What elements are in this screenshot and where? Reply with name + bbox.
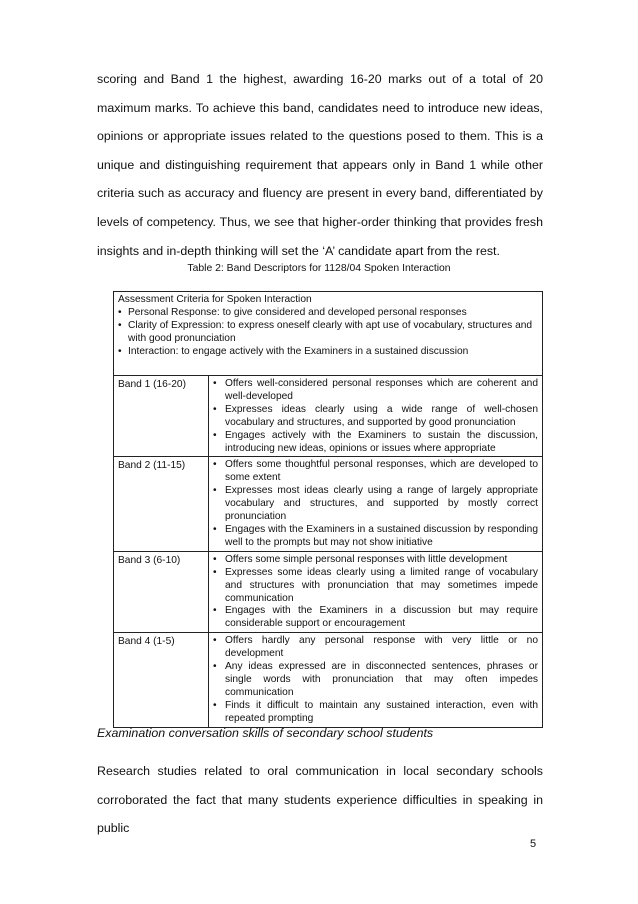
descriptor-item: • Offers some thoughtful personal responses, which are developed to some extent — [213, 459, 538, 484]
intro-line: appropriate issues related to the questions posed to them. This is a unique and — [97, 129, 543, 172]
bullet-icon: • — [213, 403, 217, 415]
band-row — [114, 633, 543, 727]
body-paragraph — [97, 757, 543, 843]
page-number: 5 — [530, 838, 537, 850]
bullet-icon: • — [213, 523, 217, 535]
intro-line: marks. To achieve this band, candidates need to introduce new ideas, opinions or — [97, 100, 543, 144]
intro-line: distinguishing requirement that appears only in Band 1 while other criteria such as — [97, 157, 543, 201]
band-descriptors-table — [113, 291, 543, 728]
band-row — [114, 457, 543, 551]
descriptor-item: • Expresses most ideas clearly using a range of largely appropriate vocabulary and structures, and supported by mostly correct pronunciation — [213, 485, 538, 523]
bullet-icon: • — [213, 485, 217, 497]
descriptor-item: • Finds it difficult to maintain any sustained interaction, even with repeated prompting — [213, 699, 538, 724]
table-caption: Table 2: Band Descriptors for 1128/04 Spoken Interaction — [187, 263, 451, 274]
bullet-icon: • — [213, 605, 217, 617]
band-descriptors — [209, 457, 543, 551]
bullet-icon: • — [213, 378, 217, 389]
bullet-icon: • — [213, 429, 217, 441]
descriptor-item: • Offers well-considered personal responses which are coherent and well-developed — [213, 378, 538, 402]
band-row — [114, 376, 543, 457]
descriptor-item: • Engages actively with the Examiners to sustain the discussion, introducing new ideas, opinions or issues where appropriate — [213, 429, 538, 454]
criteria-cell — [114, 292, 543, 376]
section-heading: Examination conversation skills of secondary school students — [97, 726, 434, 740]
bullet-icon: • — [213, 635, 217, 647]
intro-line: accuracy and fluency are present in every band, differentiated by levels of competency. — [97, 186, 543, 229]
body-line: Research studies related to oral communication in local secondary schools — [97, 764, 543, 778]
bullet-icon: • — [213, 661, 217, 673]
descriptor-item: • Any ideas expressed are in disconnected sentences, phrases or single words with pronunciation that may often impedes communication — [213, 661, 538, 698]
descriptor-item: • Engages with the Examiners in a sustained discussion by responding well to the prompts but may not show initiative — [213, 523, 538, 548]
descriptor-item: • Engages with the Examiners in a discussion but may require considerable support or encouragement — [213, 605, 538, 630]
intro-line: thinking will set the ‘A’ candidate apart from the rest. — [214, 243, 500, 258]
criteria-item: • Interaction: to engage actively with the Examiners in a sustained discussion — [118, 345, 469, 357]
bullet-icon: • — [213, 566, 217, 578]
band-label: Band 2 (11-15) — [114, 457, 209, 551]
band-row — [114, 551, 543, 632]
descriptor-item: • Expresses some ideas clearly using a limited range of vocabulary and structures with pronunciation that may sometimes impede communication — [213, 566, 538, 604]
band-label: Band 1 (16-20) — [114, 376, 209, 457]
bullet-icon: • — [213, 459, 217, 471]
criteria-list — [118, 307, 538, 359]
descriptor-item: • Offers hardly any personal response with very little or no development — [213, 635, 538, 660]
band-descriptors — [209, 376, 543, 457]
band-descriptors — [209, 633, 543, 727]
criteria-row — [114, 292, 543, 376]
bullet-icon: • — [213, 553, 217, 565]
bullet-icon: • — [118, 319, 122, 331]
bullet-icon: • — [213, 699, 217, 711]
bullet-icon: • — [118, 345, 122, 357]
criteria-item: • Personal Response: to give considered and developed personal responses — [118, 306, 467, 318]
band-label: Band 3 (6-10) — [114, 551, 209, 632]
descriptor-item: • Expresses ideas clearly using a wide range of well-chosen vocabulary and structures, and supported by good pronunciation — [213, 403, 538, 428]
criteria-item: • Clarity of Expression: to express oneself clearly with apt use of vocabulary, structures and with good pronunciation — [118, 319, 533, 344]
intro-line: scoring and Band 1 the highest, awarding 16-20 marks out of a total of 20 maximum — [97, 72, 543, 115]
body-line: corroborated the fact that many students experience difficulties in speaking in public — [97, 792, 543, 836]
band-descriptors — [209, 551, 543, 632]
bullet-icon: • — [118, 306, 122, 318]
descriptor-item: • Offers some simple personal responses with little development — [213, 553, 508, 565]
intro-paragraph — [97, 65, 543, 265]
band-label: Band 4 (1-5) — [114, 633, 209, 727]
intro-line: Thus, we see that higher-order thinking that provides fresh insights and in-depth — [97, 214, 544, 258]
criteria-title: Assessment Criteria for Spoken Interaction — [118, 294, 312, 305]
